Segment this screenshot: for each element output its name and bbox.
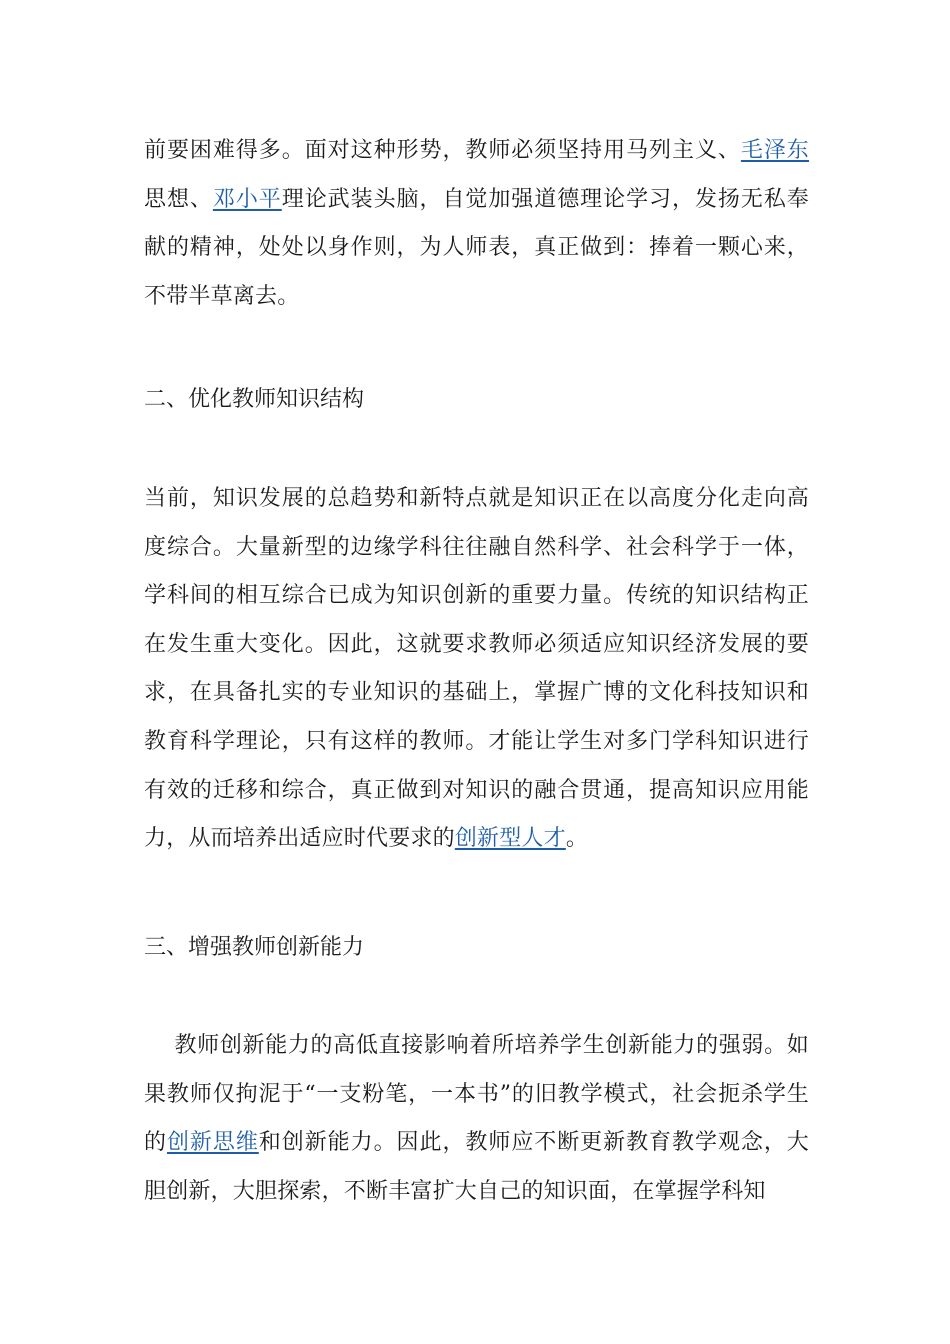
paragraph-2 — [144, 475, 809, 864]
paragraph-3-text-2: 和创新能力。因此，教师应不断更新教育教学观念，大胆创新，大胆探索，不断丰富扩大自己的知识面，在掌握学科知 — [144, 1130, 809, 1204]
paragraph-3-text-1: 教师创新能力的高低直接影响着所培养学生创新能力的强弱。如果教师仅拘泥于“一支粉笔，一本书”的旧教学模式，社会扼杀学生的 — [144, 1033, 809, 1156]
paragraph-1 — [144, 127, 809, 321]
paragraph-2-text-2: 。 — [565, 826, 589, 852]
link-innovative-talent[interactable]: 创新型人才 — [454, 826, 566, 852]
link-mao-zedong[interactable]: 毛泽东 — [740, 138, 810, 163]
link-innovative-thinking[interactable]: 创新思维 — [166, 1130, 259, 1156]
link-deng-xiaoping[interactable]: 邓小平 — [212, 186, 282, 212]
paragraph-2-text-1: 当前，知识发展的总趋势和新特点就是知识正在以高度分化走向高度综合。大量新型的边缘学科往往融自然科学、社会科学于一体，学科间的相互综合已成为知识创新的重要力量。传统的知识结构正在发生重大变化。因此，这就要求教师必须适应知识经济发展的要求，在具备扎实的专业知识的基础上，掌握广博的文化科技知识和教育科学理论，只有这样的教师。才能让学生对多门学科知识进行有效的迁移和综合，真正做到对知识的融合贯通，提高知识应用能力，从而培养出适应时代要求的 — [144, 486, 809, 852]
section-heading-2: 二、优化教师知识结构 — [144, 387, 365, 412]
paragraph-1-text-2: 思想、 — [144, 186, 213, 212]
paragraph-1-text-1: 前要困难得多。面对这种形势，教师必须坚持用马列主义、 — [144, 138, 741, 163]
paragraph-3 — [144, 1022, 809, 1216]
section-heading-3: 三、增强教师创新能力 — [144, 935, 365, 960]
paragraph-1-text-3: 理论武装头脑，自觉加强道德理论学习，发扬无私奉献的精神，处处以身作则，为人师表，真正做到：捧着一颗心来，不带半草离去。 — [144, 186, 809, 309]
